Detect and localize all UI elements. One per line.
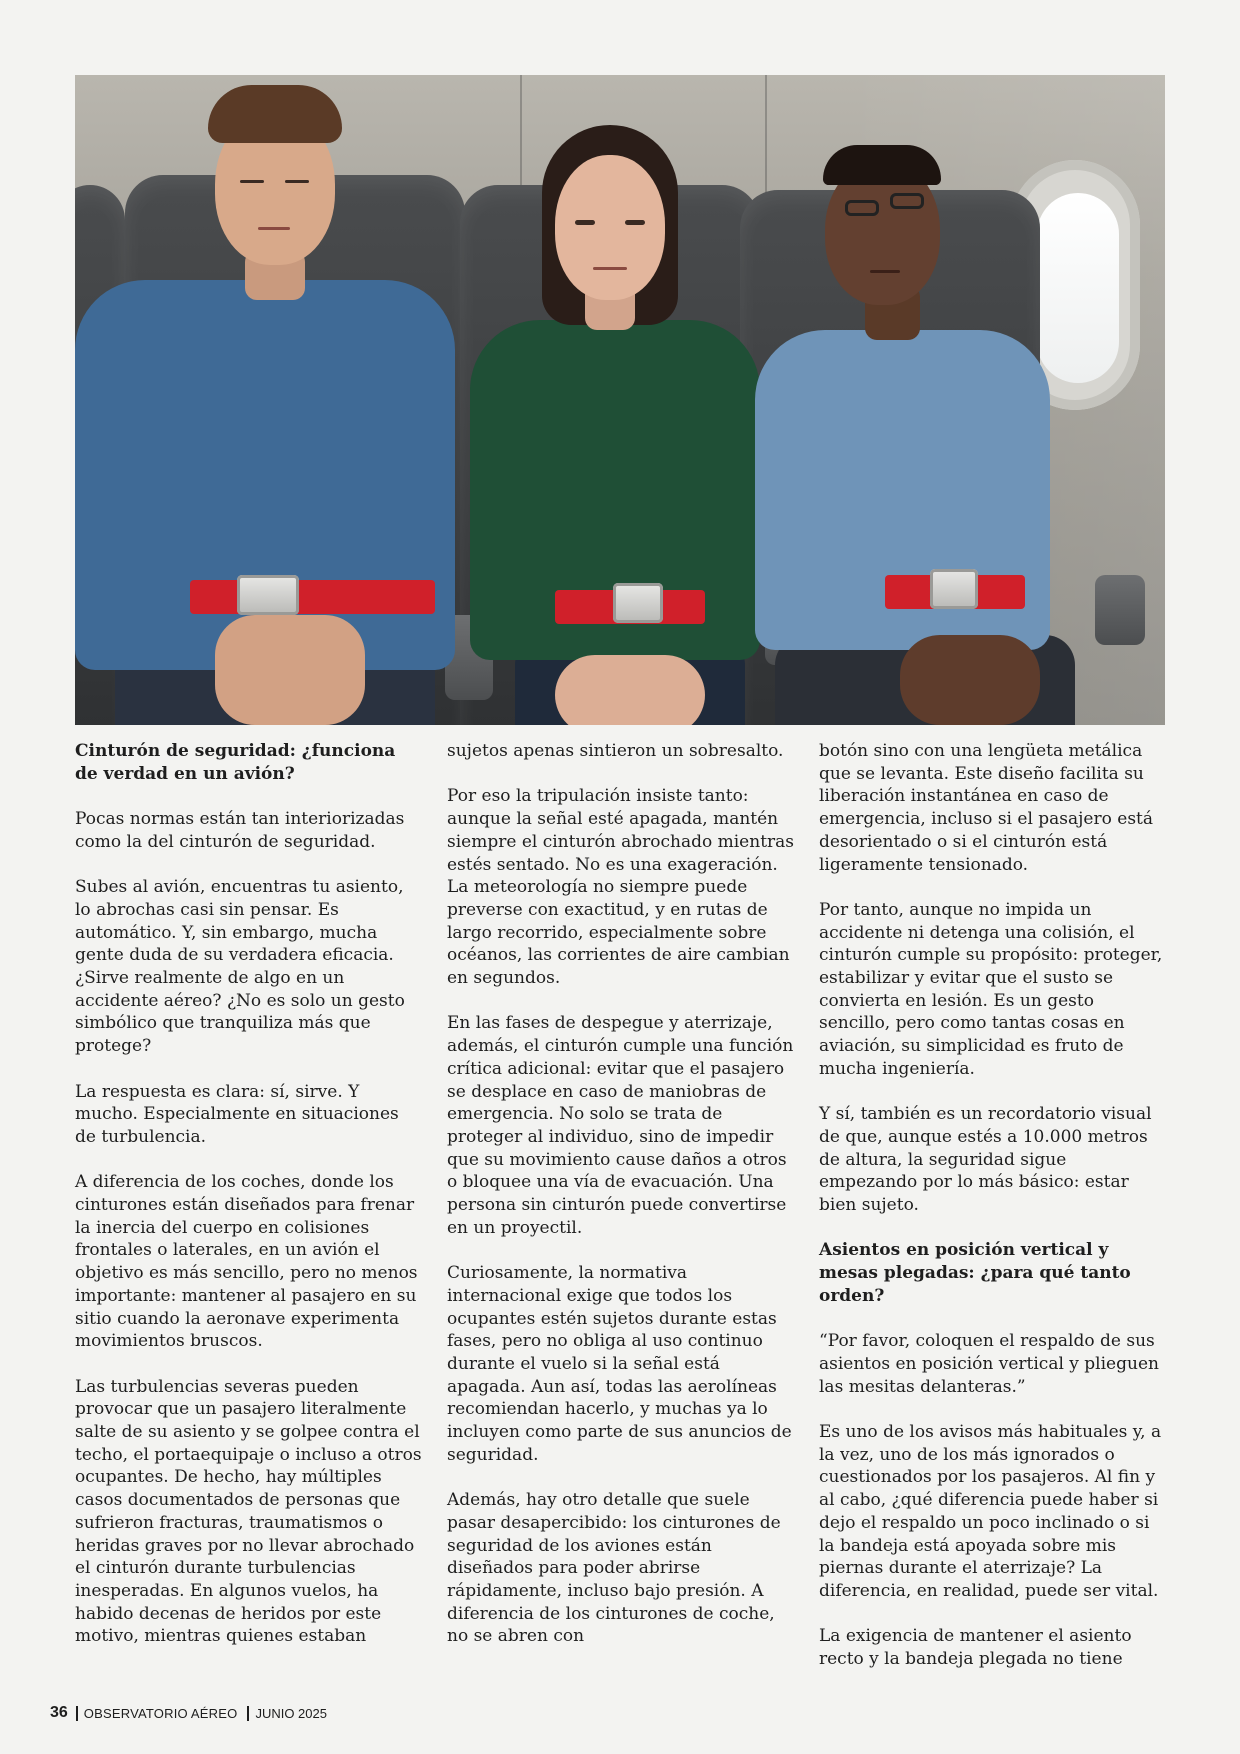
passenger-glasses	[845, 200, 879, 216]
paragraph: sujetos apenas sintieron un sobresalto.	[447, 741, 784, 761]
paragraph: botón sino con una lengüeta metálica que se levanta. Este diseño facilita su liberación instantánea en caso de emergencia, incluso si el pasajero está desorientado o si el cinturón está ligeramente tensionado.	[819, 741, 1154, 875]
article-column-1	[75, 740, 423, 1671]
passenger-mouth	[870, 270, 900, 273]
issue-date: JUNIO 2025	[255, 1705, 327, 1721]
passenger-hands	[215, 615, 365, 725]
paragraph: La respuesta es clara: sí, sirve. Y mucho. Especialmente en situaciones de turbulencia.	[75, 1081, 399, 1147]
footer-divider	[247, 1706, 249, 1721]
paragraph: Subes al avión, encuentras tu asiento, lo abrochas casi sin pensar. Es automático. Y, sin embargo, mucha gente duda de su verdadera eficacia. ¿Sirve realmente de algo en un accidente aéreo? ¿No es solo un gesto simbólico que tranquiliza más que protege?	[75, 877, 405, 1057]
passenger-hair	[208, 85, 342, 143]
publication-name: OBSERVATORIO AÉREO	[83, 1705, 238, 1721]
passenger-mouth	[258, 227, 290, 230]
passenger-hands	[555, 655, 705, 725]
passenger-mouth	[593, 267, 627, 270]
passenger-eye	[240, 180, 264, 183]
passenger-eye	[575, 220, 595, 225]
footer-divider	[76, 1706, 78, 1721]
section-heading: Cinturón de seguridad: ¿funciona de verdad en un avión?	[75, 741, 396, 784]
paragraph: Por tanto, aunque no impida un accidente ni detenga una colisión, el cinturón cumple su propósito: proteger, estabilizar y evitar que el susto se convierta en lesión. Es un gesto sencillo, pero como tantas cosas en aviación, su simplicidad es fruto de mucha ingeniería.	[819, 899, 1163, 1079]
passenger-eye	[285, 180, 309, 183]
passenger-eye	[625, 220, 645, 225]
seat-belt-buckle	[613, 583, 663, 623]
paragraph: Además, hay otro detalle que suele pasar desapercibido: los cinturones de seguridad de los aviones están diseñados para poder abrirse rápidamente, incluso bajo presión. A diferencia de los cinturones de coche, no se abren con	[447, 1490, 781, 1647]
paragraph: La exigencia de mantener el asiento recto y la bandeja plegada no tiene	[819, 1626, 1132, 1670]
paragraph: A diferencia de los coches, donde los cinturones están diseñados para frenar la inercia del cuerpo en colisiones frontales o laterales, en un avión el objetivo es más sencillo, pero no menos importante: mantener al pasajero en su sitio cuando la aeronave experimenta movimientos bruscos.	[75, 1172, 418, 1352]
passenger-head	[555, 155, 665, 300]
paragraph: Las turbulencias severas pueden provocar que un pasajero literalmente salte de su asiento y se golpee contra el techo, el portaequipaje o incluso a otros ocupantes. De hecho, hay múltiples casos documentados de personas que sufrieron fracturas, traumatismos o heridas graves por no llevar abrochado el cinturón durante turbulencias inesperadas. En algunos vuelos, ha habido decenas de heridos por este motivo, mientras quienes estaban	[75, 1376, 422, 1647]
article-column-3	[819, 740, 1167, 1693]
paragraph: Curiosamente, la normativa internacional exige que todos los ocupantes estén sujetos durante estas fases, pero no obliga al uso continuo durante el vuelo si la señal está apagada. Aun así, todas las aerolíneas recomiendan hacerlo, y muchas ya lo incluyen como parte de sus anuncios de seguridad.	[447, 1263, 792, 1465]
section-heading: Asientos en posición vertical y mesas plegadas: ¿para qué tanto orden?	[819, 1240, 1131, 1306]
armrest	[1095, 575, 1145, 645]
paragraph: En las fases de despegue y aterrizaje, además, el cinturón cumple una función crítica adicional: evitar que el pasajero se desplace en caso de maniobras de emergencia. No solo se trata de proteger al individuo, sino de impedir que su movimiento cause daños a otros o bloquee una vía de evacuación. Una persona sin cinturón puede convertirse en un proyectil.	[447, 1013, 794, 1238]
paragraph: Y sí, también es un recordatorio visual de que, aunque estés a 10.000 metros de altura, la seguridad sigue empezando por lo más básico: estar bien sujeto.	[819, 1104, 1152, 1216]
seat-belt	[190, 580, 435, 614]
article-body	[75, 740, 1165, 1670]
passenger-glasses	[890, 193, 924, 209]
article-column-2	[447, 740, 795, 1671]
seat-belt-buckle	[930, 569, 978, 609]
seat-belt-buckle	[237, 575, 299, 615]
article-photo	[75, 75, 1165, 725]
passenger-hands	[900, 635, 1040, 725]
paragraph: Por eso la tripulación insiste tanto: aunque la señal esté apagada, mantén siempre el cinturón abrochado mientras estés sentado. No es una exageración. La meteorología no siempre puede preverse con exactitud, y en rutas de largo recorrido, especialmente sobre océanos, las corrientes de aire cambian en segundos.	[447, 786, 795, 989]
paragraph: Es uno de los avisos más habituales y, a la vez, uno de los más ignorados o cuestionados por los pasajeros. Al fin y al cabo, ¿qué diferencia puede haber si dejo el respaldo un poco inclinado o si la bandeja está apoyada sobre mis piernas durante el aterrizaje? La diferencia, en realidad, puede ser vital.	[819, 1422, 1162, 1601]
page-number: 36	[50, 1704, 68, 1721]
paragraph: “Por favor, coloquen el respaldo de sus asientos en posición vertical y plieguen las mesitas delanteras.”	[819, 1331, 1159, 1397]
passenger-hair	[823, 145, 941, 185]
cabin-window-glass	[1037, 193, 1119, 383]
page-footer	[50, 1701, 327, 1725]
paragraph: Pocas normas están tan interiorizadas como la del cinturón de seguridad.	[75, 809, 405, 852]
